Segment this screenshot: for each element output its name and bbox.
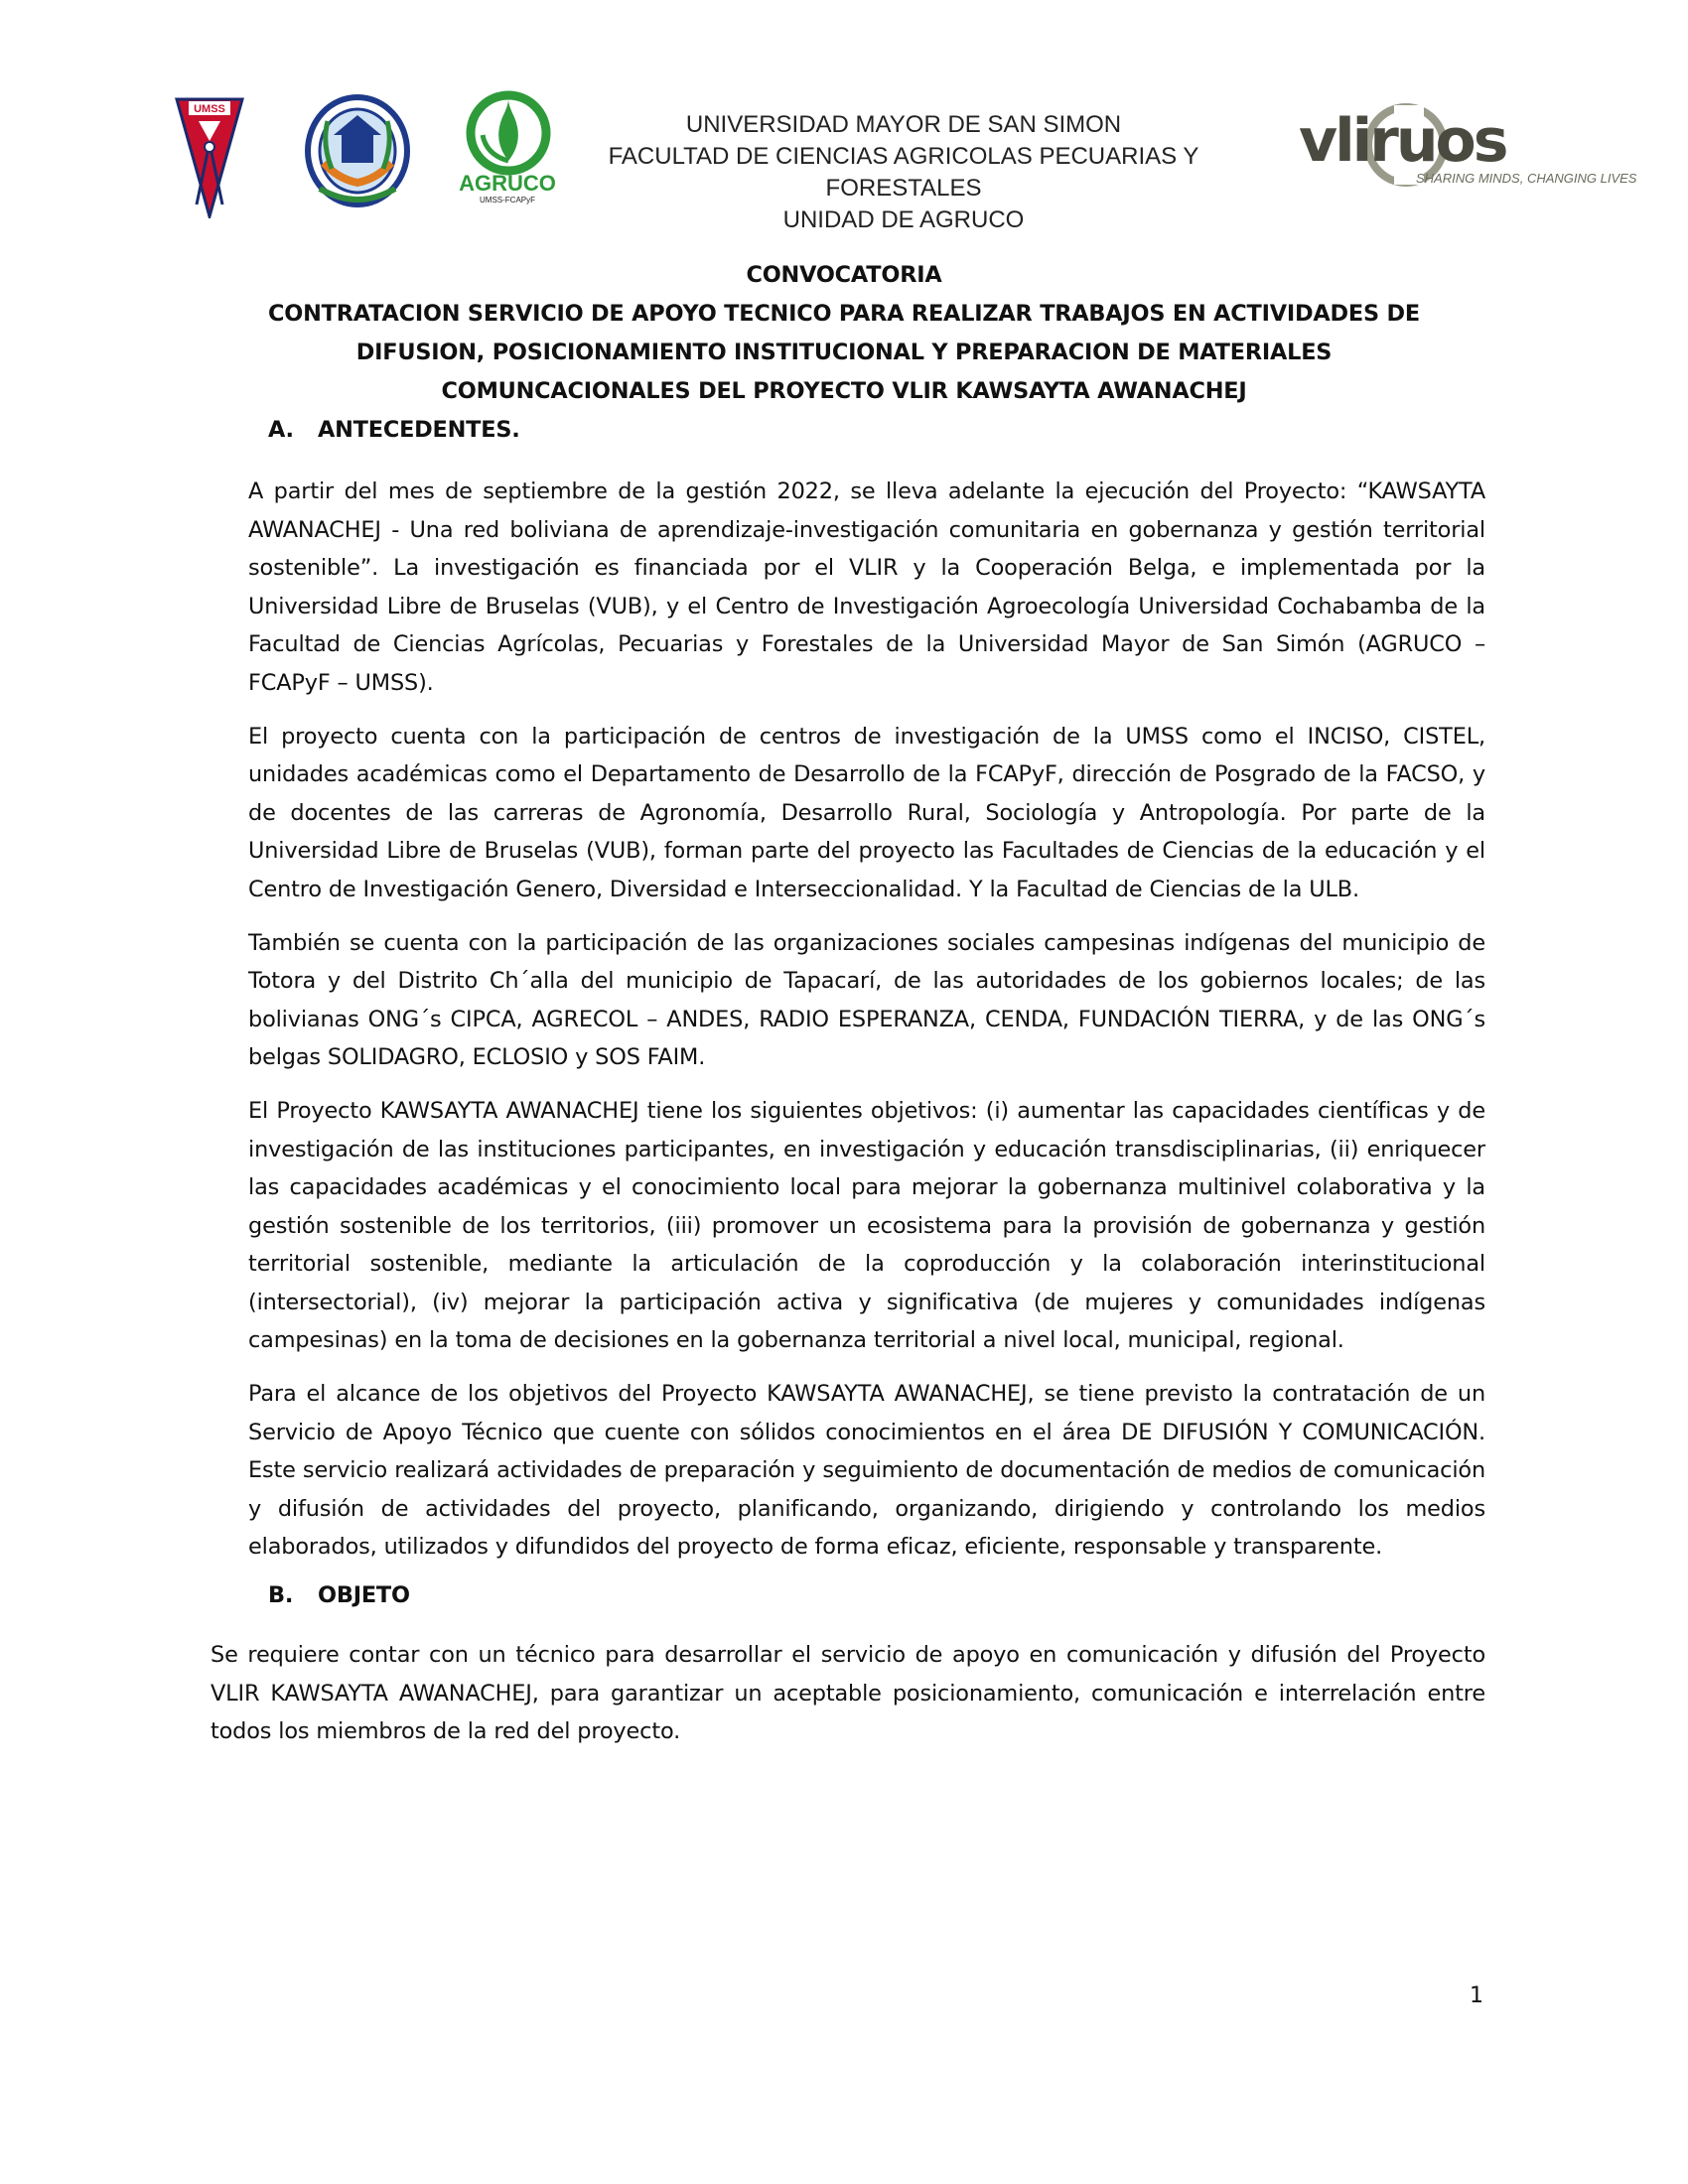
- document-title: [209, 256, 1479, 411]
- paragraph-objeto: Se requiere contar con un técnico para desarrollar el servicio de apoyo en comunicación y difusión del Proyecto VLIR KAWSAYTA AWANACHEJ, para garantizar un aceptable posicionamiento, comunicación e interrelación entre todos los miembros de la red del proyecto.: [211, 1642, 1485, 1745]
- agruco-logo-subtext: UMSS-FCAPyF: [480, 196, 535, 205]
- paragraph-antecedentes-4: El Proyecto KAWSAYTA AWANACHEJ tiene los siguientes objetivos: (i) aumentar las capacidades científicas y de investigación de las instituciones participantes, en investigación y educación transdisciplinarias, (ii) enriquecer las capacidades académicas y el conocimiento local para mejorar la gobernanza multinivel colaborativa y la gestión sostenible de los territorios, (iii) promover un ecosistema para la provisión de gobernanza y gestión territorial sostenible, mediante la articulación de la coproducción y la colaboración interinstitucional (intersectorial), (iv) mejorar la participación activa y significativa (de mujeres y comunidades indígenas campesinas) en la toma de decisiones en la gobernanza territorial a nivel local, municipal, regional.: [248, 1097, 1485, 1354]
- title-line-2: CONTRATACION SERVICIO DE APOYO TECNICO PARA REALIZAR TRABAJOS EN ACTIVIDADES DE: [268, 301, 1420, 327]
- section-a-title: ANTECEDENTES.: [318, 417, 520, 443]
- agruco-logo-text: AGRUCO: [459, 171, 556, 196]
- vliruos-tagline: SHARING MINDS, CHANGING LIVES: [1416, 171, 1637, 186]
- svg-text:UMSS: UMSS: [194, 103, 225, 115]
- section-a-letter: A.: [268, 417, 294, 443]
- section-b-heading: [268, 1578, 1688, 1612]
- paragraph-antecedentes-5: Para el alcance de los objetivos del Proyecto KAWSAYTA AWANACHEJ, se tiene previsto la contratación de un Servicio de Apoyo Técnico que cuente con sólidos conocimientos en el área DE DIFUSIÓN Y COMUNICACIÓN. Este servicio realizará actividades de preparación y seguimiento de documentación de medios de comunicación y difusión de actividades del proyecto, planificando, organizando, dirigiendo y controlando los medios elaborados, utilizados y difundidos del proyecto de forma eficaz, eficiente, responsable y transparente.: [248, 1381, 1485, 1561]
- paragraph-antecedentes-3: También se cuenta con la participación de las organizaciones sociales campesinas indígenas del municipio de Totora y del Distrito Ch´alla del municipio de Tapacarí, de las autoridades de los gobiernos locales; de las bolivianas ONG´s CIPCA, AGRECOL – ANDES, RADIO ESPERANZA, CENDA, FUNDACIÓN TIERRA, y de las ONG´s belgas SOLIDAGRO, ECLOSIO y SOS FAIM.: [248, 929, 1485, 1071]
- faculty-name: FACULTAD DE CIENCIAS AGRICOLAS PECUARIAS Y FORESTALES: [608, 143, 1199, 202]
- unit-name: UNIDAD DE AGRUCO: [782, 206, 1025, 233]
- institution-header: [556, 109, 1251, 236]
- paragraph-antecedentes-1: A partir del mes de septiembre de la gestión 2022, se lleva adelante la ejecución del Proyecto: “KAWSAYTA AWANACHEJ - Una red boliviana de aprendizaje-investigación comunitaria en gobernanza y gestión territorial sostenible”. La investigación es financiada por el VLIR y la Cooperación Belga, e implementada por la Universidad Libre de Bruselas (VUB), y el Centro de Investigación Agroecología Universidad Cochabamba de la Facultad de Ciencias Agrícolas, Pecuarias y Forestales de la Universidad Mayor de San Simón (AGRUCO – FCAPyF – UMSS).: [248, 478, 1485, 696]
- document-body: [0, 256, 1688, 1751]
- paragraph-antecedentes-2: El proyecto cuenta con la participación de centros de investigación de la UMSS como el INCISO, CISTEL, unidades académicas como el Departamento de Desarrollo de la FCAPyF, dirección de Posgrado de la FACSO, y de docentes de las carreras de Agronomía, Desarrollo Rural, Sociología y Antropología. Por parte de la Universidad Libre de Bruselas (VUB), forman parte del proyecto las Facultades de Ciencias de la educación y el Centro de Investigación Genero, Diversidad e Interseccionalidad. Y la Facultad de Ciencias de la ULB.: [248, 723, 1485, 902]
- university-name: UNIVERSIDAD MAYOR DE SAN SIMON: [685, 111, 1122, 138]
- letterhead: [0, 0, 1688, 238]
- title-line-1: CONVOCATORIA: [746, 262, 942, 288]
- vliruos-logo-text: vliruos: [1299, 106, 1506, 176]
- section-b-body: [211, 1636, 1485, 1751]
- fcapyf-logo: [304, 93, 411, 208]
- title-line-4: COMUNCACIONALES DEL PROYECTO VLIR KAWSAYTA AWANACHEJ: [441, 378, 1247, 404]
- agruco-logo: [447, 89, 568, 205]
- section-b-title: OBJETO: [318, 1582, 410, 1609]
- umss-logo: [175, 97, 244, 218]
- page-number: 1: [1470, 1983, 1483, 2008]
- title-line-3: DIFUSION, POSICIONAMIENTO INSTITUCIONAL Y PREPARACION DE MATERIALES: [355, 340, 1333, 365]
- vliruos-logo: [1299, 99, 1656, 189]
- section-a-heading: [268, 413, 1688, 447]
- section-a-body: [248, 473, 1485, 1567]
- section-b-letter: B.: [268, 1582, 294, 1609]
